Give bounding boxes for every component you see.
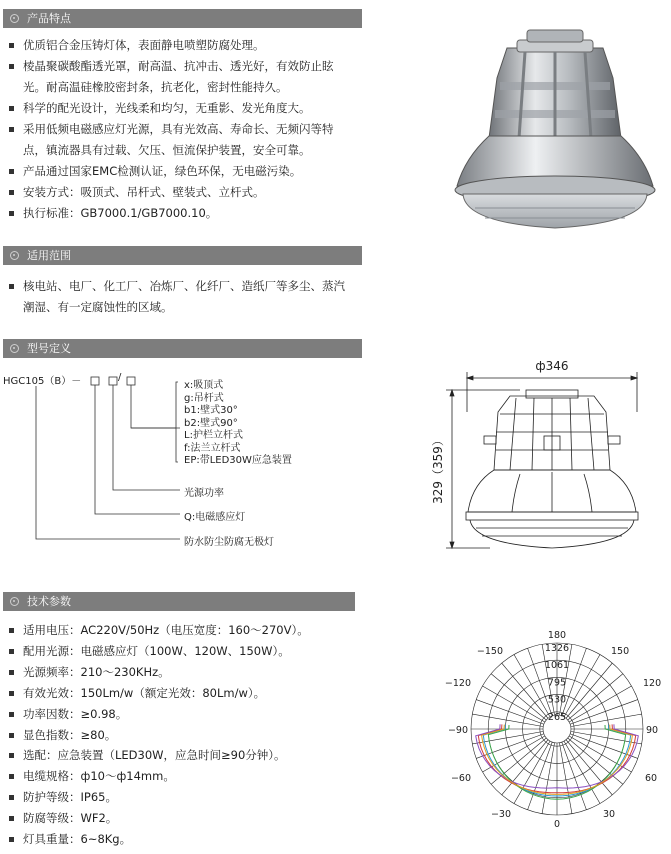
option-item: f:法兰立杆式 [184, 442, 241, 454]
list-item: 执行标准：GB7000.1/GB7000.10。 [9, 203, 369, 224]
model-slash: / [118, 372, 122, 383]
specs-list [9, 620, 379, 850]
bullet-circle-icon [10, 344, 19, 353]
section-header-model [3, 339, 362, 358]
option-item: x:吸顶式 [184, 380, 224, 391]
product-name-label: 防水防尘防腐无极灯 [184, 537, 274, 548]
lamp-glass [470, 520, 634, 548]
bracket-line [176, 382, 178, 462]
radial-tick-label: 1061 [544, 660, 570, 672]
list-item: 显色指数：≥80。 [9, 725, 379, 746]
option-item: EP:带LED30W应急装置 [184, 455, 292, 466]
list-item: 优质铝合金压铸灯体，表面静电喷塑防腐处理。 [9, 35, 369, 56]
angle-tick-label: −60 [450, 773, 471, 784]
angle-tick-label: 120 [643, 678, 662, 689]
list-item: 防护等级：IP65。 [9, 787, 379, 808]
angle-tick-label: −120 [444, 678, 471, 689]
list-item: 核电站、电厂、化工厂、冶炼厂、化纤厂、造纸厂等多尘、蒸汽 [9, 276, 369, 297]
model-code: HGC105（B）－ [3, 376, 82, 387]
power-label: 光源功率 [184, 488, 224, 499]
angle-tick-label: −30 [490, 809, 511, 820]
scope-list [9, 276, 369, 318]
leader-line [131, 385, 180, 428]
lamp-rim [466, 512, 638, 520]
angle-tick-label: −90 [447, 725, 468, 736]
angle-tick-label: 180 [547, 630, 567, 641]
list-item: 光。耐高温硅橡胶密封条，抗老化，密封性能持久。 [23, 80, 288, 94]
angle-tick-label: 0 [553, 819, 561, 830]
leader-line [113, 385, 180, 490]
radial-tick-label: 265 [547, 711, 567, 723]
list-item: 安装方式：吸顶式、吊杆式、壁装式、立杆式。 [9, 182, 369, 203]
list-item: 防腐等级：WF2。 [9, 808, 379, 829]
radial-tick-label: 530 [547, 694, 567, 706]
code-box [109, 377, 117, 385]
angle-tick-label: 60 [645, 773, 658, 784]
arrow-icon [450, 390, 454, 396]
q-label: Q:电磁感应灯 [184, 512, 246, 523]
code-box [127, 377, 135, 385]
list-item: 适用电压：AC220V/50Hz（电压宽度：160～270V）。 [9, 620, 379, 641]
section-title: 产品特点 [27, 12, 71, 25]
arrow-icon [467, 376, 473, 380]
lamp-product-image [445, 18, 665, 238]
lamp-cap [526, 390, 578, 398]
bullet-circle-icon [10, 14, 19, 23]
section-title: 适用范围 [27, 249, 71, 262]
list-item: 棱晶聚碳酸酯透光罩，耐高温、抗冲击、透光好，有效防止眩 [9, 56, 369, 77]
leader-line [36, 386, 180, 539]
code-box [91, 377, 99, 385]
width-label: ф346 [535, 359, 569, 373]
list-item: 科学的配光设计，光线柔和均匀，无重影、发光角度大。 [9, 98, 369, 119]
height-label: 329（359） [431, 434, 445, 504]
list-item: 配用光源：电磁感应灯（100W、120W、150W）。 [9, 641, 379, 662]
section-title: 型号定义 [27, 342, 71, 355]
list-item: 有效光效：150Lm/w（额定光效：80Lm/w）。 [9, 683, 379, 704]
arrow-icon [631, 376, 637, 380]
angle-tick-label: 90 [646, 725, 659, 736]
lamp-dimension-drawing [430, 352, 650, 562]
list-item: 光源频率：210～230KHz。 [9, 662, 379, 683]
option-item: g:吊杆式 [184, 392, 224, 404]
list-item: 潮湿、有一定腐蚀性的区域。 [23, 300, 173, 314]
option-item: b2:壁式90° [184, 417, 238, 429]
radial-tick-label: 795 [547, 677, 567, 689]
option-item: L:护栏立杆式 [184, 430, 243, 441]
bullet-circle-icon [10, 597, 19, 606]
section-header-specs [3, 592, 355, 611]
option-item: b1:壁式30° [184, 405, 238, 416]
angle-tick-label: 150 [611, 646, 630, 657]
arrow-icon [450, 542, 454, 548]
leader-line [95, 385, 180, 514]
section-header-features [3, 9, 362, 28]
features-list [9, 35, 369, 224]
list-item: 产品通过国家EMC检测认证，绿色环保，无电磁污染。 [9, 161, 369, 182]
model-options [184, 380, 292, 468]
list-item: 灯具重量：6~8Kg。 [9, 829, 379, 850]
list-item: 功率因数：≥0.98。 [9, 704, 379, 725]
list-item: 采用低频电磁感应灯光源，具有光效高、寿命长、无频闪等特 [9, 119, 369, 140]
bullet-circle-icon [10, 251, 19, 260]
radial-tick-label: 1326 [544, 643, 570, 654]
list-item: 电缆规格：ф10～ф14mm。 [9, 766, 379, 787]
polar-distribution-diagram [440, 628, 668, 854]
section-title: 技术参数 [27, 595, 71, 608]
section-header-scope [3, 246, 362, 265]
angle-tick-label: −150 [476, 646, 503, 657]
list-item: 点，镇流器具有过载、欠压、恒流保护装置，安全可靠。 [23, 143, 311, 157]
angle-tick-label: 30 [603, 809, 616, 820]
list-item: 选配：应急装置（LED30W，应急时间≥90分钟）。 [9, 745, 379, 766]
